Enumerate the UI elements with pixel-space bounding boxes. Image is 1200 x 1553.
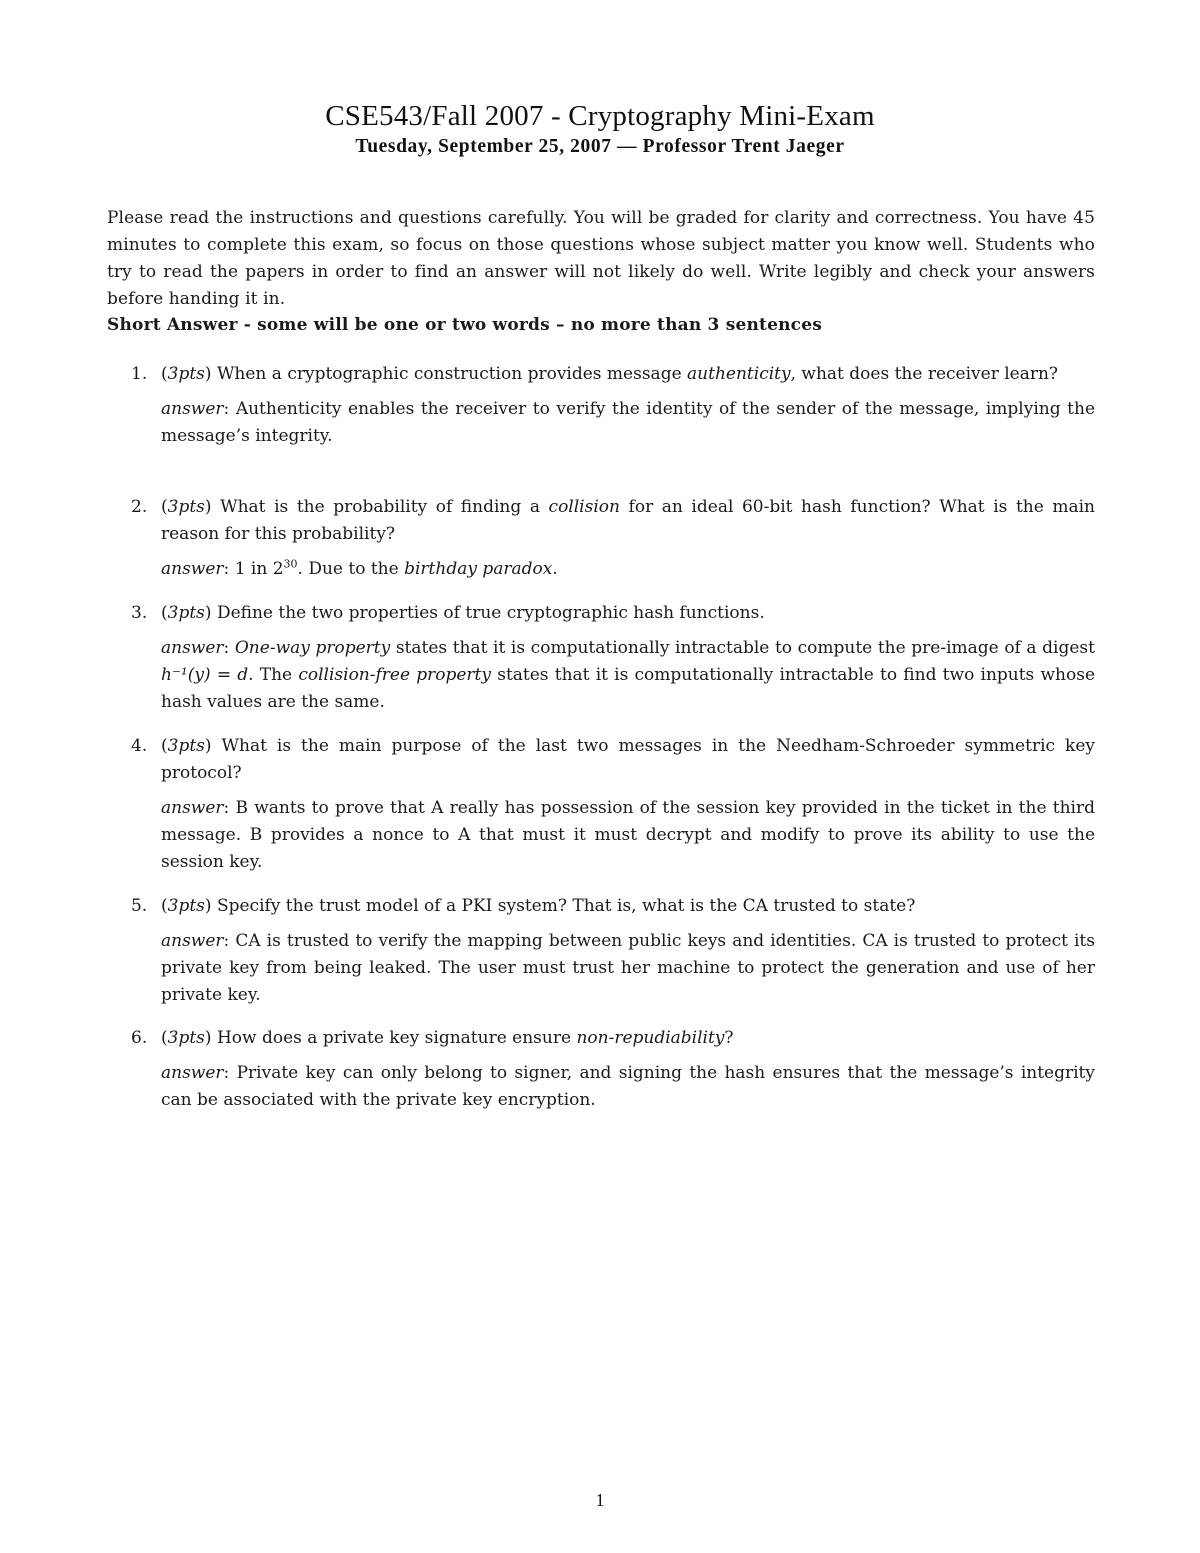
exam-subtitle: Tuesday, September 25, 2007 — Professor Trent Jaeger <box>355 136 845 157</box>
answer-label: answer <box>161 559 224 579</box>
question-text: (3pts) When a cryptographic construction provides message authenticity, what does the receiver learn? <box>161 364 1059 384</box>
question-1 <box>107 361 1095 450</box>
question-number: 5. <box>131 896 148 916</box>
question-text: (3pts) How does a private key signature ensure non-repudiability? <box>161 1028 734 1048</box>
page-number: 1 <box>595 1490 605 1510</box>
question-6 <box>107 1025 1095 1114</box>
points-label: 3pts <box>167 896 205 916</box>
exam-title: CSE543/Fall 2007 - Cryptography Mini-Exam <box>325 100 875 132</box>
question-5 <box>107 893 1095 1009</box>
section-heading: Short Answer - some will be one or two words – no more than 3 sentences <box>107 315 823 335</box>
points-label: 3pts <box>167 364 205 384</box>
answer-text: answer: Authenticity enables the receiver to verify the identity of the sender of the message, implying the message’s integrity. <box>161 399 1096 446</box>
question-number: 4. <box>131 736 148 756</box>
points-label: 3pts <box>167 736 205 756</box>
instructions-paragraph: Please read the instructions and questions carefully. You will be graded for clarity and correctness. You have 45 minutes to complete this exam, so focus on those questions whose subject matter you know well. Students who try to read the papers in order to find an answer will not likely do well. Write legibly and check your answers before handing it in. <box>107 208 1095 309</box>
answer-text: answer: 1 in $2^{30}$. Due to the birthday paradox. <box>161 557 558 579</box>
answer-label: answer <box>161 1063 224 1083</box>
answer-text: answer: One-way property states that it is computationally intractable to compute the pre-image of a digest h⁻¹(y) = d. The collision-free property states that it is computationally intractable to find two inputs whose hash values are the same. <box>161 638 1096 712</box>
question-text: (3pts) Define the two properties of true cryptographic hash functions. <box>161 603 765 623</box>
question-text: (3pts) What is the main purpose of the last two messages in the Needham-Schroeder symmetric key protocol? <box>161 736 1095 783</box>
question-number: 1. <box>131 364 148 384</box>
question-text: (3pts) What is the probability of finding a collision for an ideal 60-bit hash function? What is the main reason for this probability? <box>161 497 1096 544</box>
question-number: 6. <box>131 1028 148 1048</box>
question-number: 2. <box>131 497 148 517</box>
points-label: 3pts <box>167 1028 205 1048</box>
answer-text: answer: B wants to prove that A really has possession of the session key provided in the ticket in the third message. B provides a nonce to A that must it must decrypt and modify to prove its ability to use the session key. <box>161 798 1095 872</box>
answer-label: answer <box>161 638 224 658</box>
question-4 <box>107 733 1095 876</box>
answer-label: answer <box>161 931 224 951</box>
answer-text: answer: Private key can only belong to signer, and signing the hash ensures that the message’s integrity can be associated with the private key encryption. <box>161 1063 1095 1110</box>
points-label: 3pts <box>167 497 205 517</box>
answer-label: answer <box>161 399 224 419</box>
question-2 <box>107 494 1095 583</box>
question-3 <box>107 600 1095 716</box>
math-expression: h⁻¹(y) = d <box>161 665 249 685</box>
answer-label: answer <box>161 798 224 818</box>
question-number: 3. <box>131 603 148 623</box>
answer-text: answer: CA is trusted to verify the mapping between public keys and identities. CA is trusted to protect its private key from being leaked. The user must trust her machine to protect the generation and use of her private key. <box>161 931 1095 1005</box>
question-text: (3pts) Specify the trust model of a PKI system? That is, what is the CA trusted to state? <box>161 896 916 916</box>
points-label: 3pts <box>167 603 205 623</box>
